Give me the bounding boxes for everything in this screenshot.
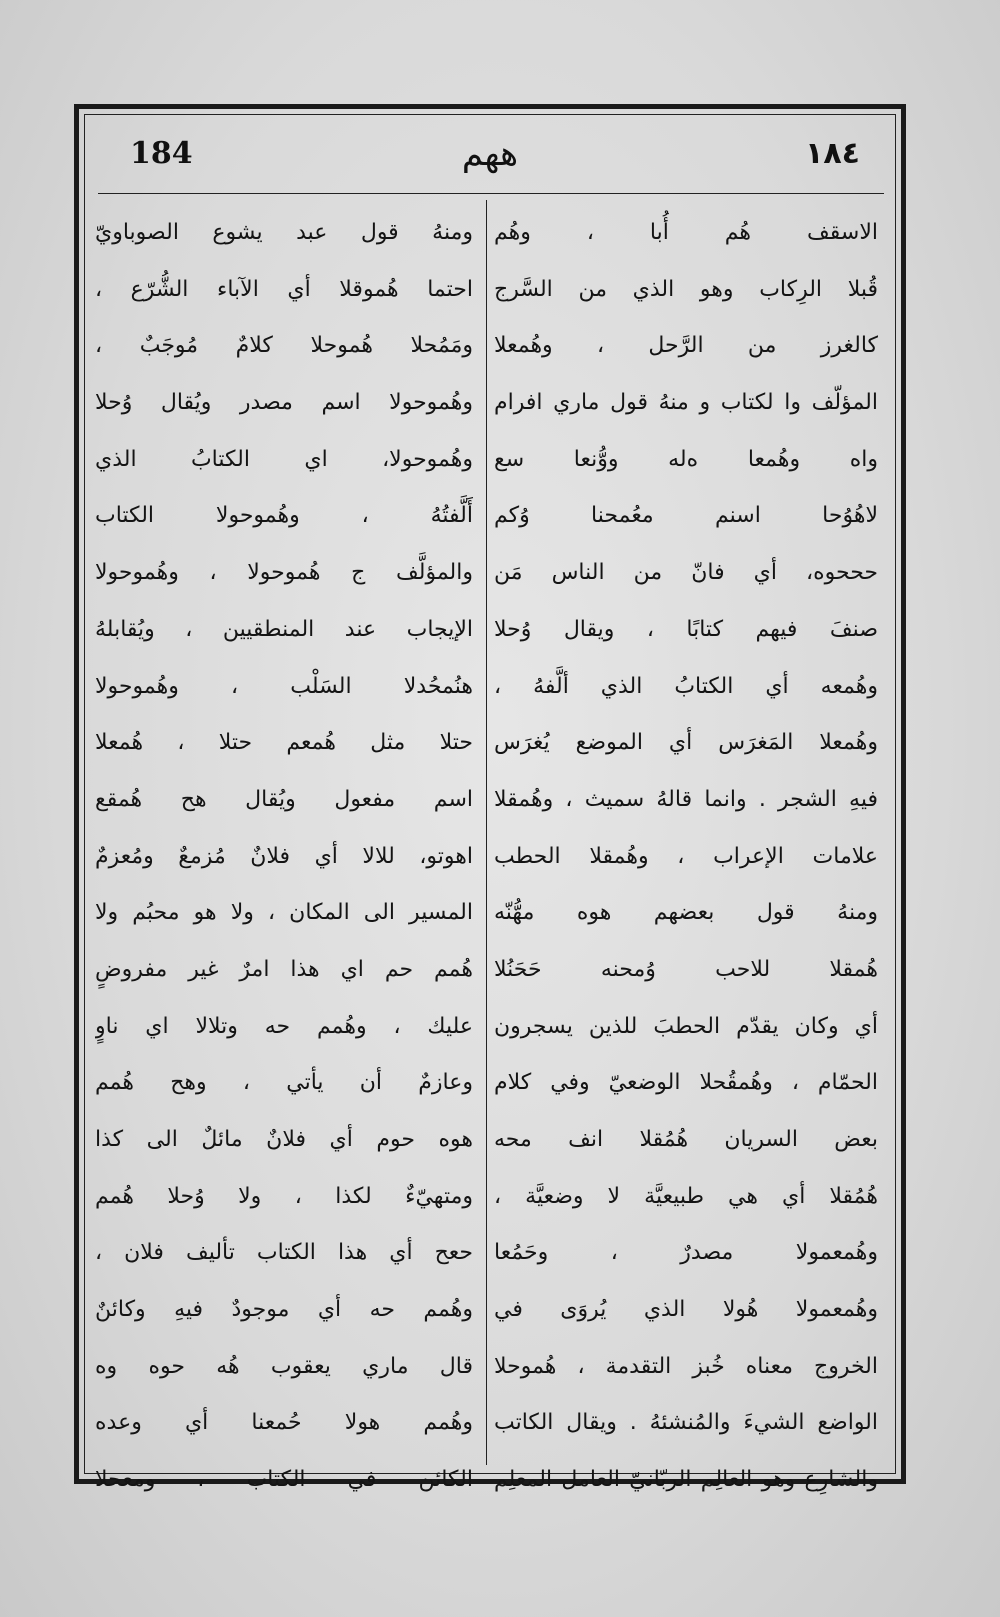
text-line: صنفَ فيهم كتابًا ، ويقال وُحلا: [494, 616, 878, 642]
text-line: وهُموحولا اسم مصدر ويُقال وُحلا: [95, 390, 473, 416]
text-line: اهوتو، للالا أي فلانٌ مُزمعٌ ومُعزمٌ: [95, 843, 473, 869]
column-divider: [486, 200, 487, 1465]
text-line: وهُمعمولا مصدرٌ ، وحَمُعا: [494, 1240, 878, 1266]
text-line: احتما هُموقلا أي الآباء الشُّرّع ،: [95, 276, 473, 302]
text-line: ومَمُحلا هُموحلا كلامٌ مُوجَبٌ ،: [95, 333, 473, 359]
text-line: كالغرز من الرَّحل ، وهُمعلا: [494, 333, 878, 359]
text-line: ومنهُ قول بعضهم هوه مهُّنّه: [494, 900, 878, 926]
page-number-latin: 184: [130, 136, 193, 171]
text-line: وهُمعلا المَغرَس أي الموضع يُغرَس: [494, 730, 878, 756]
text-line: حححوه، أي فانّ من الناس مَن: [494, 560, 878, 586]
text-line: حتلا مثل هُمعم حتلا ، هُمعلا: [95, 730, 473, 756]
text-line: قال ماري يعقوب هُه حوه وه: [95, 1353, 473, 1379]
text-line: المؤلّف وا لكتاب و منهُ قول ماري افرام: [494, 390, 878, 416]
text-line: الاسقف هُم أُبا ، وهُم: [494, 220, 878, 245]
text-line: الواضع الشيءَ والمُنشئهُ . ويقال الكاتب: [494, 1410, 878, 1436]
text-line: وهُمم هولا حُمعنا أي وعده: [95, 1410, 473, 1436]
text-line: والشارِع وهو العالِم الربّانيّ العامل المعلِم: [494, 1467, 878, 1493]
text-line: ومنهُ قول عبد يشوع الصوباويّ: [95, 220, 473, 245]
text-line: لاهُوُحا اسنم معُمحنا وُكم: [494, 503, 878, 529]
text-line: أَلَّفتُهُ ، وهُموحولا الكتاب: [95, 503, 473, 529]
text-line: فيهِ الشجر . وانما قالهُ سميث ، وهُمقلا: [494, 786, 878, 812]
text-line: هُمُقلا أي هي طبيعيَّة لا وضعيَّة ،: [494, 1183, 878, 1209]
text-line: علامات الإعراب ، وهُمقلا الحطب: [494, 843, 878, 869]
text-line: المسير الى المكان ، ولا هو محبُم ولا: [95, 900, 473, 926]
text-line: حعح أي هذا الكتاب تأليف فلان ،: [95, 1240, 473, 1266]
text-line: والمؤلَّف ج هُموحولا ، وهُموحولا: [95, 560, 473, 586]
text-line: هُمقلا للاحب وُمحنه حَحَنُلا: [494, 956, 878, 982]
right-column: [494, 205, 878, 1493]
running-head: ههم: [461, 134, 519, 174]
text-line: هُمم حم اي هذا امرٌ غير مفروضٍ: [95, 956, 473, 982]
text-line: الحمّام ، وهُمقُحلا الوضعيّ وفي كلام: [494, 1070, 878, 1096]
text-line: الإيجاب عند المنطقيين ، ويُقابلهُ: [95, 616, 473, 642]
text-line: هنُمحُدلا السَلْب ، وهُموحولا: [95, 673, 473, 699]
text-line: أي وكان يقدّم الحطبَ للذين يسجرون: [494, 1013, 878, 1039]
text-line: بعض السريان هُمُقلا انف محه: [494, 1127, 878, 1152]
text-line: قُبلا الرِكاب وهو الذي من السَّرج: [494, 276, 878, 302]
text-line: الخروج معناه خُبز التقدمة ، هُموحلا: [494, 1353, 878, 1379]
text-line: ومتهيّءٌ لكذا ، ولا وُحلا هُمم: [95, 1183, 473, 1209]
text-line: عليك ، وهُمم حه وتلالا اي ناوٍ: [95, 1013, 473, 1039]
text-line: وهُمم حه أي موجودٌ فيهِ وكائنٌ: [95, 1297, 473, 1323]
left-column: [95, 205, 473, 1493]
text-line: وهُموحولا، اي الكتابُ الذي: [95, 446, 473, 472]
text-line: اسم مفعول ويُقال هح هُمقع: [95, 786, 473, 812]
text-line: واه وهُمعا ه‌له ووُّنعا سع: [494, 446, 878, 472]
text-line: هوه حوم أي فلانٌ مائلٌ الى كذا: [95, 1127, 473, 1152]
text-line: وهُمعمولا هُولا الذي يُروَى في: [494, 1297, 878, 1323]
text-line: الكائن في الكتاب ، ومعحلا: [95, 1467, 473, 1493]
header-rule: [98, 193, 884, 194]
page-number-arabic: ١٨٤: [805, 136, 860, 171]
text-line: وهُمعه أي الكتابُ الذي ألَّفهُ ،: [494, 673, 878, 699]
page-header: [100, 130, 880, 190]
text-line: وعازمٌ أن يأتي ، وهح هُمم: [95, 1070, 473, 1096]
